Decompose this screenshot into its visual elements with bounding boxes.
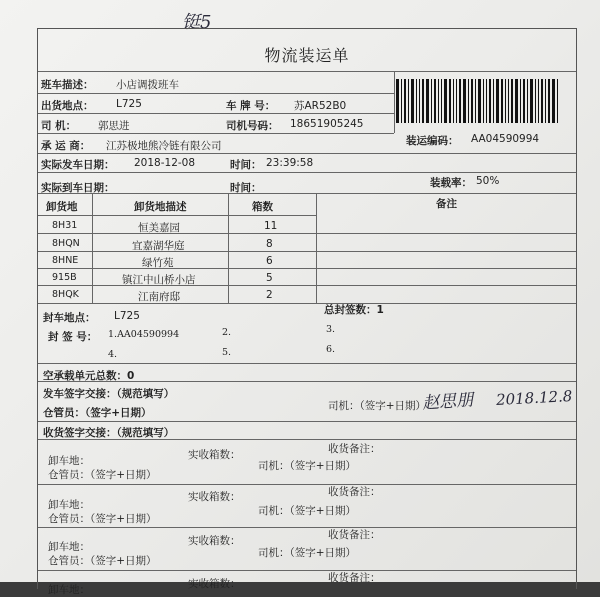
page-title: 物流装运单 — [264, 46, 350, 65]
seal-number-3: 3. — [326, 324, 336, 335]
driver-signature: 赵思朋 — [421, 390, 474, 414]
block2-driver: 司机：（签字+日期） — [258, 505, 357, 517]
seal-number-4: 4. — [108, 349, 118, 360]
carrier-value: 江苏极地熊冷链有限公司 — [106, 140, 222, 152]
plate-value: 苏AR52B0 — [294, 100, 347, 112]
block1-note: 收货备注： — [328, 443, 381, 455]
seal-total-count: 总封签数：1 — [324, 304, 384, 316]
driver-phone-value: 18651905245 — [290, 118, 364, 130]
barcode-bar — [444, 79, 447, 123]
row-2-desc: 宜嘉湖华庭 — [132, 240, 185, 252]
actual-depart-time: 23:39:58 — [266, 157, 314, 169]
barcode-bar — [408, 79, 409, 123]
barcode-bar — [501, 79, 503, 123]
barcode-bar — [511, 79, 513, 123]
route-desc-value: 小店调拨班车 — [116, 79, 179, 91]
barcode-bar — [475, 79, 476, 123]
seal-number-1: 1.AA04590994 — [108, 329, 180, 340]
barcode-bar — [486, 79, 487, 123]
depart-driver-sign: 司机：（签字+日期） — [328, 400, 427, 412]
driver-phone-label: 司机号码： — [226, 120, 279, 132]
barcode-bar — [463, 79, 466, 123]
driver-label: 司 机： — [41, 120, 77, 132]
barcode-bar — [419, 79, 420, 123]
depart-warehouse-sign: 仓管员：（签字+日期） — [43, 407, 152, 419]
row-5-boxes: 2 — [266, 289, 273, 301]
block2-actual-boxes: 实收箱数： — [188, 491, 241, 503]
barcode-bar — [545, 79, 546, 123]
barcode-bar — [552, 79, 555, 123]
block1-driver: 司机：（签字+日期） — [258, 460, 357, 472]
block3-unload-label: 卸车地： — [48, 541, 90, 553]
row-3-code: 8HNE — [52, 255, 79, 266]
row-1-desc: 恒美嘉园 — [138, 222, 180, 234]
seal-number-6: 6. — [326, 344, 336, 355]
barcode-bar — [434, 79, 436, 123]
block1-warehouse: 仓管员：（签字+日期） — [48, 469, 157, 481]
block4-note: 收货备注： — [328, 572, 381, 584]
plate-label: 车 牌 号： — [226, 100, 276, 112]
row-2-code: 8HQN — [52, 238, 80, 249]
header-unload-desc: 卸货地描述 — [134, 201, 187, 213]
barcode-bar — [438, 79, 439, 123]
route-desc-label: 班车描述： — [41, 79, 94, 91]
depart-time-label: 时间： — [230, 159, 262, 171]
barcode-bar — [523, 79, 525, 123]
barcode-bar — [530, 79, 533, 123]
row-5-desc: 江南府邸 — [138, 291, 180, 303]
block1-unload-label: 卸车地： — [48, 455, 90, 467]
barcode-bar — [508, 79, 509, 123]
arrive-time-label: 时间： — [230, 182, 262, 194]
barcode-bar — [557, 79, 558, 123]
barcode-bar — [493, 79, 494, 123]
barcode-bar — [541, 79, 543, 123]
seal-location-value: L725 — [114, 310, 140, 322]
barcode-bar — [416, 79, 417, 123]
handwritten-top-note: 铤5 — [182, 12, 212, 33]
barcode-bar — [468, 79, 469, 123]
barcode-bar — [404, 79, 406, 123]
row-2-boxes: 8 — [266, 238, 273, 250]
driver-value: 郭思进 — [98, 120, 130, 132]
ship-code-label: 装运编码： — [406, 135, 459, 147]
block3-actual-boxes: 实收箱数： — [188, 535, 241, 547]
barcode-bar — [453, 79, 454, 123]
block3-warehouse: 仓管员：（签字+日期） — [48, 555, 157, 567]
ship-code-value: AA04590994 — [471, 133, 540, 145]
barcode-bar — [431, 79, 432, 123]
barcode-bar — [426, 79, 429, 123]
block3-note: 收货备注： — [328, 529, 381, 541]
barcode-bar — [538, 79, 539, 123]
actual-arrive-label: 实际到车日期： — [41, 182, 115, 194]
barcode-bar — [535, 79, 536, 123]
barcode-bar — [520, 79, 521, 123]
actual-depart-date: 2018-12-08 — [134, 157, 196, 169]
barcode-bar — [441, 79, 442, 123]
barcode-bar — [548, 79, 550, 123]
block2-unload-label: 卸车地： — [48, 499, 90, 511]
carrier-label: 承 运 商： — [41, 140, 91, 152]
header-unload-code: 卸货地 — [46, 201, 78, 213]
row-1-boxes: 11 — [264, 220, 278, 232]
empty-units-total: 空承载单元总数：0 — [43, 370, 135, 382]
block2-note: 收货备注： — [328, 486, 381, 498]
barcode-bar — [527, 79, 528, 123]
barcode-bar — [396, 79, 399, 123]
actual-depart-label: 实际发车日期： — [41, 159, 115, 171]
origin-value: L725 — [116, 98, 142, 110]
block4-unload-label: 卸车地： — [48, 584, 90, 596]
barcode-bar — [422, 79, 424, 123]
block1-actual-boxes: 实收箱数： — [188, 449, 241, 461]
header-box-count: 箱数 — [252, 201, 273, 213]
row-3-desc: 绿竹苑 — [142, 257, 174, 269]
seal-number-5: 5. — [222, 347, 232, 358]
block3-driver: 司机：（签字+日期） — [258, 547, 357, 559]
seal-location-label: 封车地点： — [43, 312, 96, 324]
barcode-bar — [496, 79, 499, 123]
row-4-desc: 镇江中山桥小店 — [122, 274, 196, 286]
row-5-code: 8HQK — [52, 289, 79, 300]
driver-signature-date: 2018.12.8 — [495, 387, 573, 409]
seal-number-2: 2. — [222, 327, 232, 338]
barcode-bar — [411, 79, 414, 123]
barcode-bar — [459, 79, 461, 123]
barcode-bar — [489, 79, 491, 123]
waybill-form — [37, 28, 577, 596]
block2-warehouse: 仓管员：（签字+日期） — [48, 513, 157, 525]
origin-label: 出货地点： — [41, 100, 94, 112]
load-rate-value: 50% — [476, 175, 500, 187]
barcode-bar — [505, 79, 506, 123]
barcode-bar — [483, 79, 484, 123]
barcode-bar — [449, 79, 451, 123]
row-3-boxes: 6 — [266, 255, 273, 267]
receive-sign-heading: 收货签字交接：（规范填写） — [43, 427, 175, 439]
block4-actual-boxes: 实收箱数： — [188, 578, 241, 590]
barcode-bar — [401, 79, 402, 123]
depart-sign-heading: 发车签字交接：（规范填写） — [43, 388, 175, 400]
barcode — [396, 79, 568, 123]
header-remarks: 备注 — [436, 198, 457, 210]
barcode-bar — [478, 79, 481, 123]
row-1-code: 8H31 — [52, 220, 78, 231]
seal-number-label: 封 签 号： — [48, 331, 98, 343]
barcode-bar — [515, 79, 518, 123]
barcode-bar — [456, 79, 457, 123]
barcode-bar — [471, 79, 473, 123]
row-4-code: 915B — [52, 272, 77, 283]
load-rate-label: 装载率： — [430, 177, 472, 189]
row-4-boxes: 5 — [266, 272, 273, 284]
